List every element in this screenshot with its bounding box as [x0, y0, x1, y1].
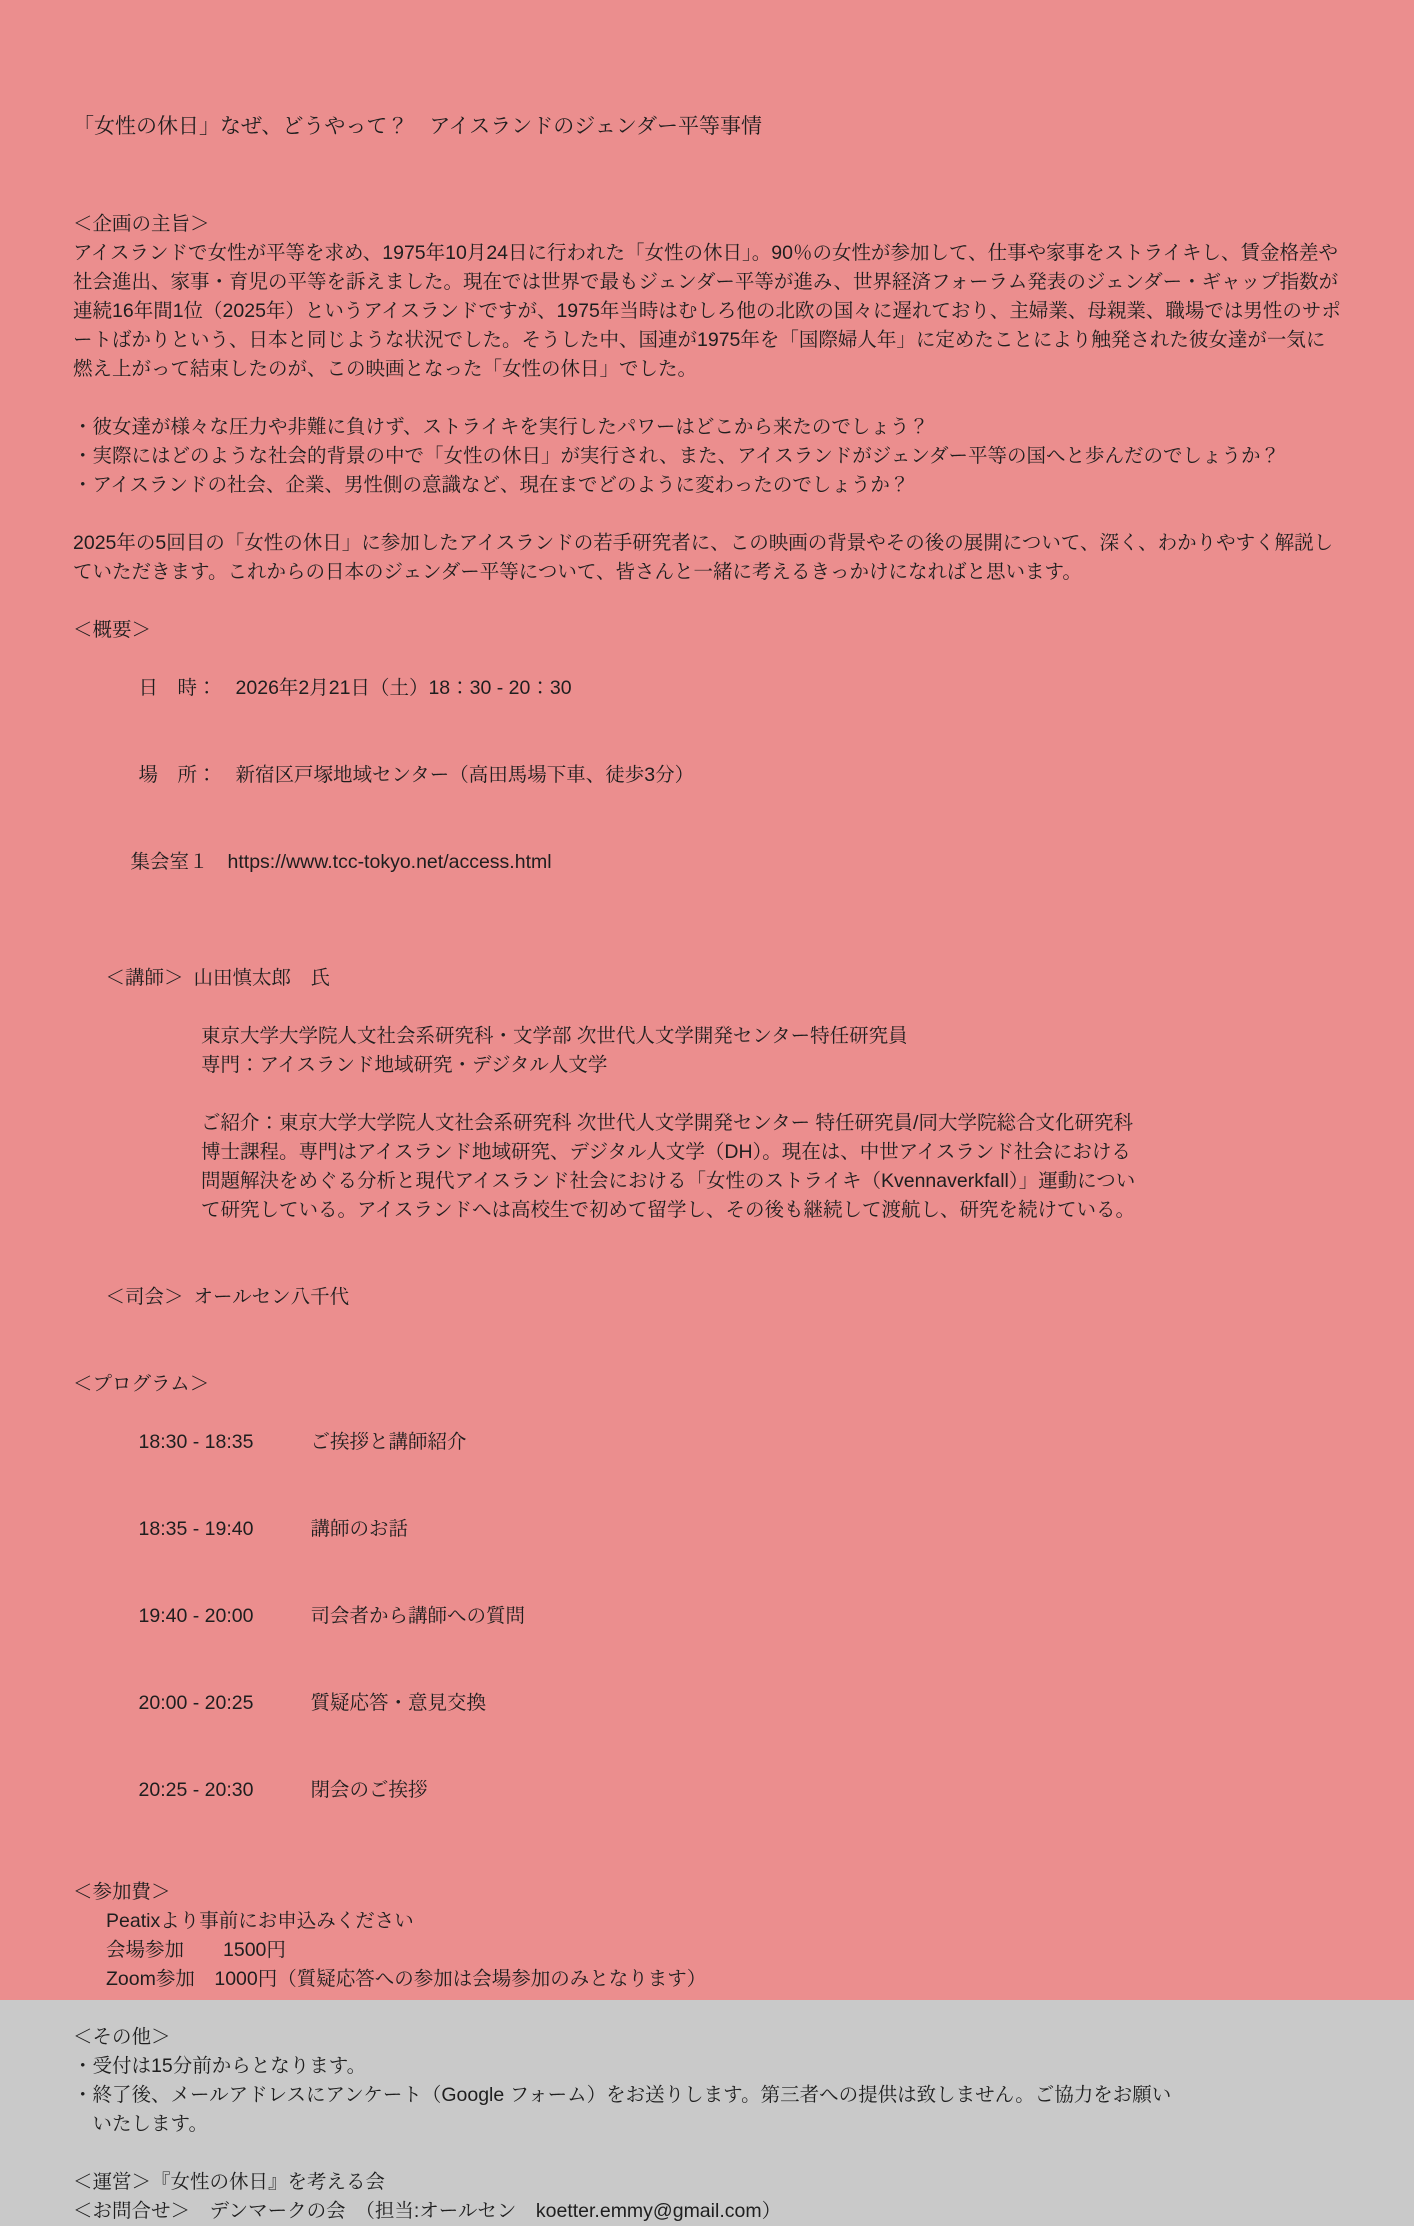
lecturer-bio-line: ご紹介：東京大学大学院人文社会系研究科 次世代人文学開発センター 特任研究員/同大学院総合文化研究科 [201, 1112, 1133, 1134]
question-item: ・実際にはどのような社会的背景の中で「女性の休日」が実行され、また、アイスランドがジェンダー平等の国へと歩んだのでしょうか？ [73, 445, 1281, 467]
purpose-closing: 2025年の5回目の「女性の休日」に参加したアイスランドの若手研究者に、この映画の背景やその後の展開について、深く、わかりやすく解説していただきます。これからの日本のジェンダー平等について、皆さんと一緒に考えるきっかけになればと思います。 [73, 532, 1334, 583]
datetime-value: 2026年2月21日（土）18：30 - 20：30 [235, 677, 572, 699]
question-item: ・アイスランドの社会、企業、男性側の意識など、現在までどのように変わったのでしょうか？ [73, 474, 910, 496]
program-time: 18:30 - 18:35 [138, 1431, 254, 1453]
program-time: 20:25 - 20:30 [138, 1779, 254, 1801]
moderator-row [73, 1254, 1344, 1341]
moderator-heading: ＜司会＞ [105, 1286, 184, 1308]
fee-heading: ＜参加費＞ [73, 1881, 171, 1903]
program-label: 司会者から講師への質問 [310, 1605, 526, 1627]
others-item: ・受付は15分前からとなります。 [73, 2055, 367, 2077]
organizer-line: ＜運営＞『女性の休日』を考える会 [73, 2171, 386, 2193]
others-heading: ＜その他＞ [73, 2026, 171, 2048]
purpose-heading: ＜企画の主旨＞ [73, 213, 210, 235]
lecturer-name: 山田慎太郎 氏 [193, 967, 331, 989]
program-time: 18:35 - 19:40 [138, 1518, 254, 1540]
venue-access-url: https://www.tcc-tokyo.net/access.html [227, 851, 552, 873]
lecturer-affiliation: 東京大学大学院人文社会系研究科・文学部 次世代人文学開発センター特任研究員 [201, 1025, 908, 1047]
purpose-paragraph: アイスランドで女性が平等を求め、1975年10月24日に行われた「女性の休日」。90％の女性が参加して、仕事や家事をストライキし、賃金格差や社会進出、家事・育児の平等を訴えました。現在では世界で最もジェンダー平等が進み、世界経済フォーラム発表のジェンダー・ギャップ指数が連続16年間1位（2025年）というアイスランドですが、1975年当時はむしろ他の北欧の国々に遅れており、主婦業、母親業、職場では男性のサポートばかりという、日本と同じような状況でした。そうした中、国連が1975年を「国際婦人年」に定めたことにより触発された彼女達が一気に燃え上がって結束したのが、この映画となった「女性の休日」でした。 [73, 242, 1341, 380]
purpose-questions [73, 413, 1344, 500]
lecturer-bio-line: 博士課程。専門はアイスランド地域研究、デジタル人文学（DH）。現在は、中世アイスランド社会における [201, 1141, 1131, 1163]
place-label: 場 所： [138, 764, 217, 786]
program-item [73, 1573, 1344, 1660]
datetime-label: 日 時： [138, 677, 217, 699]
fee-onsite: 会場参加 1500円 [106, 1939, 286, 1961]
contact-line: ＜お問合せ＞ デンマークの会 （担当:オールセン koetter.emmy@gmail.com） [73, 2200, 782, 2222]
section-moderator [73, 1254, 1344, 1341]
program-item [73, 1399, 1344, 1486]
program-item [73, 1486, 1344, 1573]
lecturer-heading-row [73, 935, 1344, 1022]
section-lecturer [73, 935, 1344, 1225]
program-time: 20:00 - 20:25 [138, 1692, 254, 1714]
lecturer-bio [73, 1109, 1344, 1225]
section-fee [73, 1878, 1344, 1994]
room-label: 集会室１ [130, 851, 209, 873]
overview-place-row [73, 732, 1344, 819]
section-program [73, 1370, 1344, 1834]
program-label: 閉会のご挨拶 [310, 1779, 428, 1801]
question-item: ・彼女達が様々な圧力や非難に負けず、ストライキを実行したパワーはどこから来たのでしょう？ [73, 416, 929, 438]
section-purpose [73, 210, 1344, 587]
section-others [73, 2023, 1344, 2139]
section-overview [73, 616, 1344, 906]
program-label: 講師のお話 [310, 1518, 409, 1540]
overview-heading: ＜概要＞ [73, 619, 152, 641]
program-item [73, 1747, 1344, 1834]
program-label: ご挨拶と講師紹介 [310, 1431, 467, 1453]
page-title: 「女性の休日」なぜ、どうやって？ アイスランドのジェンダー平等事情 [73, 115, 763, 138]
lecturer-bio-line: 問題解決をめぐる分析と現代アイスランド社会における「女性のストライキ（Kvennaverkfall）」運動につい [201, 1170, 1136, 1192]
others-item: ・終了後、メールアドレスにアンケート（Google フォーム）をお送りします。第三者への提供は致しません。ご協力をお願い いたします。 [73, 2084, 1172, 2135]
overview-room-row [73, 819, 1344, 906]
overview-datetime-row [73, 645, 1344, 732]
program-time: 19:40 - 20:00 [138, 1605, 254, 1627]
place-value: 新宿区戸塚地域センター（高田馬場下車、徒歩3分） [235, 764, 695, 786]
lecturer-bio-line: て研究している。アイスランドへは高校生で初めて留学し、その後も継続して渡航し、研究を続けている。 [201, 1199, 1136, 1221]
lecturer-heading: ＜講師＞ [105, 967, 184, 989]
program-label: 質疑応答・意見交換 [310, 1692, 487, 1714]
section-footer [73, 2168, 1344, 2226]
program-heading: ＜プログラム＞ [73, 1373, 210, 1395]
fee-apply-note: Peatixより事前にお申込みください [106, 1910, 414, 1932]
fee-zoom: Zoom参加 1000円（質疑応答への参加は会場参加のみとなります） [106, 1968, 707, 1990]
lecturer-specialty: 専門：アイスランド地域研究・デジタル人文学 [201, 1054, 608, 1076]
moderator-name: オールセン八千代 [193, 1286, 350, 1308]
program-item [73, 1660, 1344, 1747]
